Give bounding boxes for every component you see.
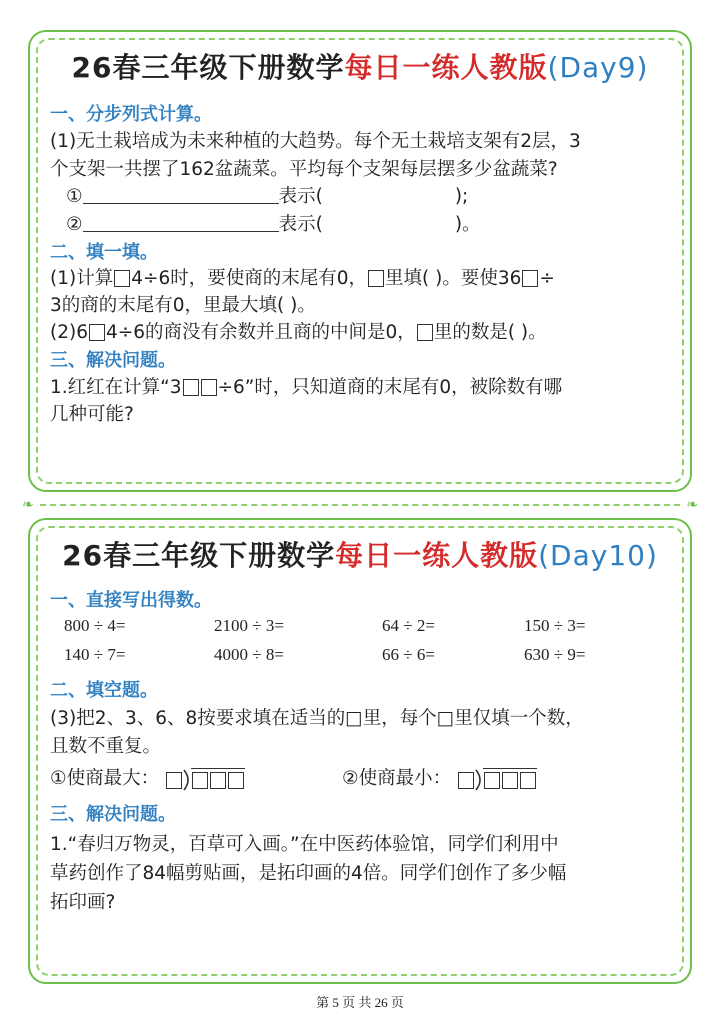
day9-problem-line1: 1.红红在计算“3 ÷6”时，只知道商的末尾有0，被除数有哪 [50, 377, 563, 398]
calc-item: 800 ÷ 4= [64, 616, 126, 635]
dividend-box[interactable] [192, 772, 208, 789]
day9-step1: ① 表示( ); [66, 186, 469, 207]
dividend-box[interactable] [520, 772, 536, 789]
calc-item: 630 ÷ 9= [524, 645, 586, 664]
divisor-box[interactable] [166, 772, 182, 789]
blank-box[interactable] [183, 379, 199, 396]
day9-fill-q1-line2: 3的商的末尾有0，里最大填( )。 [50, 295, 316, 316]
day9-section2-heading: 二、填一填。 [50, 242, 158, 263]
dividend-box[interactable] [484, 772, 500, 789]
day10-section3-heading: 三、解决问题。 [50, 804, 176, 825]
page-footer: 第 5 页 共 26 页 [316, 995, 404, 1010]
day10-section1-heading: 一、直接写出得数。 [50, 590, 212, 611]
day9-q1-line1: (1)无土栽培成为未来种植的大趋势。每个无土栽培支架有2层，3 [50, 131, 581, 152]
step1-answer-blank[interactable] [83, 187, 279, 204]
day9-section3-heading: 三、解决问题。 [50, 350, 176, 371]
calc-item: 4000 ÷ 8= [214, 645, 284, 664]
day9-q1-line2: 个支架一共摆了162盆蔬菜。平均每个支架每层摆多少盆蔬菜? [50, 159, 558, 180]
long-division-max [165, 768, 245, 791]
calc-item: 140 ÷ 7= [64, 645, 126, 664]
dividend-box[interactable] [210, 772, 226, 789]
calc-item: 2100 ÷ 3= [214, 616, 284, 635]
max-quotient-row: ①使商最大： [50, 764, 245, 791]
vine-left-icon: ❧ [22, 497, 34, 513]
day9-card [28, 30, 692, 492]
divisor-box[interactable] [458, 772, 474, 789]
section-divider [22, 497, 698, 513]
dividend-box[interactable] [502, 772, 518, 789]
blank-box[interactable] [114, 270, 130, 287]
blank-box[interactable] [89, 324, 105, 341]
day9-title: 26春三年级下册数学每日一练人教版(Day9) [71, 51, 649, 84]
long-division-min [457, 768, 537, 791]
calc-item: 66 ÷ 6= [382, 645, 435, 664]
day9-section1-heading: 一、分步列式计算。 [50, 104, 212, 125]
day10-problem-line2: 草药创作了84幅剪贴画，是拓印画的4倍。同学们创作了多少幅 [50, 863, 567, 884]
day10-problem-line3: 拓印画? [50, 892, 116, 913]
day10-q3-line2: 且数不重复。 [50, 736, 162, 757]
blank-box[interactable] [368, 270, 384, 287]
calc-item: 150 ÷ 3= [524, 616, 586, 635]
calc-item: 64 ÷ 2= [382, 616, 435, 635]
day10-section2-heading: 二、填空题。 [50, 680, 158, 701]
min-quotient-row: ②使商最小： [342, 764, 537, 791]
blank-box[interactable] [201, 379, 217, 396]
day9-problem-line2: 几种可能? [50, 404, 134, 425]
blank-box[interactable] [522, 270, 538, 287]
step2-answer-blank[interactable] [83, 215, 279, 232]
blank-box[interactable] [417, 324, 433, 341]
day10-card [28, 518, 692, 984]
day9-fill-q2: (2)6 4÷6的商没有余数并且商的中间是0， 里的数是( )。 [50, 322, 547, 343]
day9-fill-q1-line1: (1)计算 4÷6时，要使商的末尾有0， 里填( )。要使36 ÷ [50, 268, 555, 289]
day10-problem-line1: 1.“春归万物灵，百草可入画。”在中医药体验馆，同学们利用中 [50, 834, 559, 855]
day9-step2: ② 表示( )。 [66, 214, 481, 235]
day10-title: 26春三年级下册数学每日一练人教版(Day10) [62, 539, 658, 572]
day10-q3-line1: (3)把2、3、6、8按要求填在适当的□里，每个□里仅填一个数， [50, 708, 584, 729]
vine-right-icon: ❧ [686, 497, 698, 513]
dividend-box[interactable] [228, 772, 244, 789]
